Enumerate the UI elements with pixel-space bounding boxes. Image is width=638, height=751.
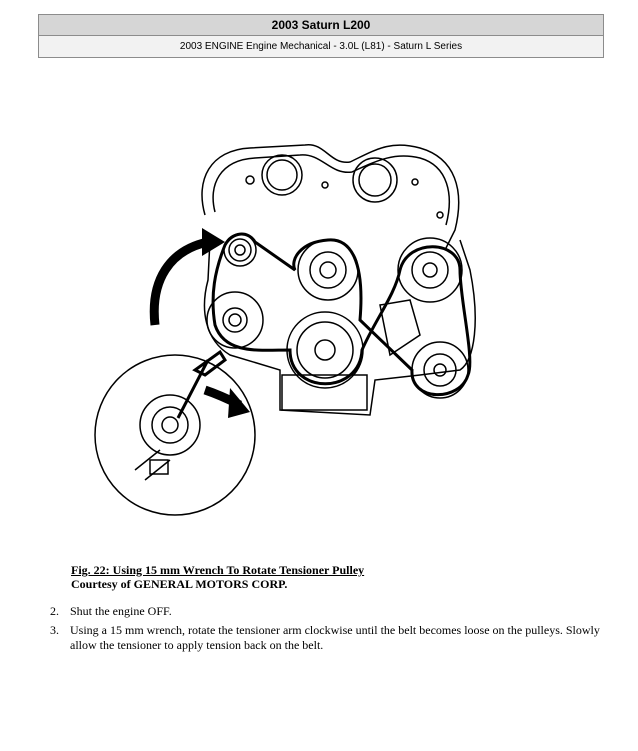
figure-caption xyxy=(71,563,364,591)
header-subtitle: 2003 ENGINE Engine Mechanical - 3.0L (L81) - Saturn L Series xyxy=(179,41,463,52)
rotation-arrow xyxy=(154,242,208,325)
engine-belt-diagram xyxy=(90,120,500,520)
step-number: 2. xyxy=(50,604,59,618)
document-header xyxy=(38,14,604,58)
step-text: Using a 15 mm wrench, rotate the tensioner arm clockwise until the belt becomes loose on the pulleys. Slowly allow the tensioner to apply tension back on the belt. xyxy=(70,623,600,652)
figure-caption-title: Fig. 22: Using 15 mm Wrench To Rotate Tensioner Pulley xyxy=(71,563,365,577)
wrench xyxy=(178,352,225,418)
step-item xyxy=(50,623,610,653)
crankshaft-pulley xyxy=(287,312,363,388)
detail-tensioner-pulley xyxy=(140,395,200,455)
header-title: 2003 Saturn L200 xyxy=(39,15,603,36)
step-number: 3. xyxy=(50,623,59,637)
detail-magnifier xyxy=(95,355,255,515)
cover-port-left xyxy=(262,155,302,195)
figure-caption-credit: Courtesy of GENERAL MOTORS CORP. xyxy=(71,577,288,591)
step-text: Shut the engine OFF. xyxy=(70,604,172,618)
procedure-steps xyxy=(50,604,610,657)
step-item xyxy=(50,604,610,619)
